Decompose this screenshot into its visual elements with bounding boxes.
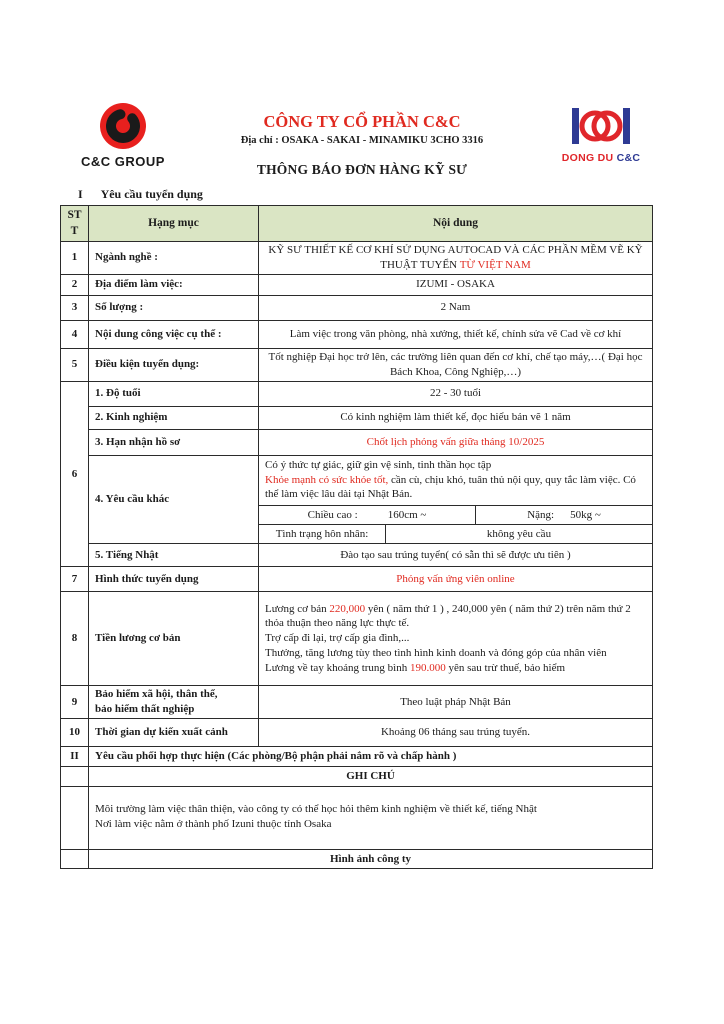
dong-du-label-blue: C&C	[616, 152, 641, 164]
row6-other-content	[259, 455, 653, 544]
section-1-heading	[78, 187, 724, 202]
row2-content: IZUMI - OSAKA	[259, 274, 653, 295]
row5-stt: 5	[61, 348, 89, 381]
table-row	[61, 406, 653, 429]
row10-content: Khoảng 06 tháng sau trúng tuyển.	[259, 718, 653, 746]
row6-stt: 6	[61, 381, 89, 567]
row5-content: Tốt nghiệp Đại học trở lên, các trường liên quan đến cơ khí, chế tạo máy,…( Đại học Bách Khoa, Công Nghiệp,…)	[259, 348, 653, 381]
table-row	[61, 746, 653, 766]
row10-label: Thời gian dự kiến xuất cảnh	[89, 718, 259, 746]
table-row	[61, 718, 653, 746]
table-row	[61, 567, 653, 592]
row6-japanese-label: 5. Tiếng Nhật	[89, 544, 259, 567]
row6-other-paragraph: Có ý thức tự giác, giữ gìn vệ sinh, tinh thần học tập Khỏe mạnh có sức khỏe tốt, cần cù, chịu khó, tuân thủ nội quy, quy tắc làm việc. Có thể làm việc lâu dài tại Nhật Bản.	[265, 458, 636, 501]
marital-label-cell	[259, 525, 386, 543]
weight-cell	[476, 506, 652, 524]
header-stt: STT	[61, 206, 89, 242]
row3-label: Số lượng :	[89, 295, 259, 320]
height-cell	[259, 506, 476, 524]
row9-content: Theo luật pháp Nhật Bản	[259, 686, 653, 719]
row1-content: KỸ SƯ THIẾT KẾ CƠ KHÍ SỬ DỤNG AUTOCAD VÀ CÁC PHẦN MỀM VẼ KỸ THUẬT TUYỂN TỪ VIỆT NAM	[259, 242, 653, 275]
table-row	[61, 429, 653, 455]
row9-stt: 9	[61, 686, 89, 719]
section2-numeral: II	[61, 746, 89, 766]
table-row	[61, 786, 653, 849]
company-address: Địa chỉ : OSAKA - SAKAI - MINAMIKU 3CHO 3316	[240, 135, 484, 146]
header-content: Nội dung	[259, 206, 653, 242]
row6-other-label: 4. Yêu cầu khác	[89, 455, 259, 544]
table-row	[61, 381, 653, 406]
recruitment-table	[60, 205, 653, 869]
section-1-numeral: I	[78, 187, 83, 201]
table-row	[61, 455, 653, 544]
marital-value-cell	[386, 525, 652, 543]
weight-label: Nặng:	[527, 508, 555, 521]
row4-label: Nội dung công việc cụ thể :	[89, 320, 259, 348]
notes-stt-empty	[61, 766, 89, 786]
weight-value: 50kg ~	[570, 508, 601, 521]
row3-content: 2 Nam	[259, 295, 653, 320]
row4-content: Làm việc trong văn phòng, nhà xưởng, thiết kế, chỉnh sửa vẽ Cad về cơ khí	[259, 320, 653, 348]
document-header	[0, 100, 724, 178]
row6-experience-label: 2. Kinh nghiệm	[89, 406, 259, 429]
dong-du-label-red: DONG DU	[561, 152, 614, 164]
header-center	[184, 100, 540, 178]
notes-body	[89, 786, 653, 849]
row4-stt: 4	[61, 320, 89, 348]
salary-line-3: Thưởng, tăng lương tùy theo tình hình kinh doanh và đóng góp của nhân viên	[265, 647, 607, 660]
table-row	[61, 320, 653, 348]
marital-label: Tình trạng hôn nhân:	[275, 527, 369, 540]
company-name: CÔNG TY CỔ PHẦN C&C	[263, 112, 461, 131]
row7-label: Hình thức tuyển dụng	[89, 567, 259, 592]
table-header-row	[61, 206, 653, 242]
cc-group-logo	[62, 100, 184, 169]
cc-group-swirl-icon	[99, 102, 147, 150]
notes-line-1: Môi trường làm việc thân thiện, vào công ty có thể học hỏi thêm kinh nghiệm về thiết kế, tiếng Nhật	[95, 802, 537, 815]
notes-body-stt-empty	[61, 786, 89, 849]
height-weight-subrow	[259, 505, 652, 524]
row1-label: Ngành nghề :	[89, 242, 259, 275]
row6-age-label: 1. Độ tuổi	[89, 381, 259, 406]
footer-stt-empty	[61, 849, 89, 868]
row8-content	[259, 592, 653, 686]
salary-line-4: Lương về tay khoảng trung bình 190.000 yên sau trừ thuế, bảo hiểm	[265, 662, 566, 675]
table-row	[61, 348, 653, 381]
notes-line-2: Nơi làm việc nằm ở thành phố Izuni thuộc tỉnh Osaka	[95, 817, 332, 830]
document-title: THÔNG BÁO ĐƠN HÀNG KỸ SƯ	[256, 162, 468, 177]
table-row	[61, 766, 653, 786]
height-value: 160cm ~	[387, 508, 427, 521]
table-row	[61, 242, 653, 275]
table-row	[61, 592, 653, 686]
salary-line-2: Trợ cấp đi lại, trợ cấp gia đình,...	[265, 632, 410, 645]
marital-value: không yêu cầu	[486, 527, 552, 540]
row6-deadline-label: 3. Hạn nhận hồ sơ	[89, 429, 259, 455]
table-row	[61, 295, 653, 320]
section-1-title: Yêu cầu tuyển dụng	[100, 187, 203, 201]
table-row	[61, 686, 653, 719]
section2-title: Yêu cầu phối hợp thực hiện (Các phòng/Bộ phận phải nắm rõ và chấp hành )	[89, 746, 653, 766]
row2-label: Địa điểm làm việc:	[89, 274, 259, 295]
marital-subrow	[259, 524, 652, 543]
table-row	[61, 849, 653, 868]
row7-stt: 7	[61, 567, 89, 592]
height-label: Chiều cao :	[307, 508, 358, 521]
row9-label-line1: Bảo hiểm xã hội, thân thể,	[95, 688, 218, 701]
row10-stt: 10	[61, 718, 89, 746]
dong-du-logo	[540, 100, 662, 164]
notes-title: GHI CHÚ	[89, 766, 653, 786]
row2-stt: 2	[61, 274, 89, 295]
dong-du-emblem-icon	[569, 104, 633, 150]
row6-age-content: 22 - 30 tuổi	[259, 381, 653, 406]
row6-japanese-content: Đào tạo sau trúng tuyển( có sẵn thì sẽ được ưu tiên )	[259, 544, 653, 567]
dong-du-logo-label	[540, 152, 662, 164]
cc-group-logo-label: C&C GROUP	[81, 154, 165, 169]
header-category: Hạng mục	[89, 206, 259, 242]
row8-label: Tiền lương cơ bản	[89, 592, 259, 686]
row3-stt: 3	[61, 295, 89, 320]
row8-stt: 8	[61, 592, 89, 686]
table-row	[61, 544, 653, 567]
row6-deadline-content: Chốt lịch phỏng vấn giữa tháng 10/2025	[259, 429, 653, 455]
row1-stt: 1	[61, 242, 89, 275]
row9-label	[89, 686, 259, 719]
row6-experience-content: Có kinh nghiệm làm thiết kế, đọc hiểu bản vẽ 1 năm	[259, 406, 653, 429]
company-images-title: Hình ảnh công ty	[89, 849, 653, 868]
row9-label-line2: bảo hiểm thất nghiệp	[95, 703, 195, 716]
row7-content: Phỏng vấn ứng viên online	[259, 567, 653, 592]
row5-label: Điều kiện tuyển dụng:	[89, 348, 259, 381]
table-row	[61, 274, 653, 295]
salary-line-1: Lương cơ bản 220,000 yên ( năm thứ 1 ) , 240,000 yên ( năm thứ 2) trên năm thứ 2 thỏa thuận theo năng lực thực tế.	[265, 602, 631, 630]
